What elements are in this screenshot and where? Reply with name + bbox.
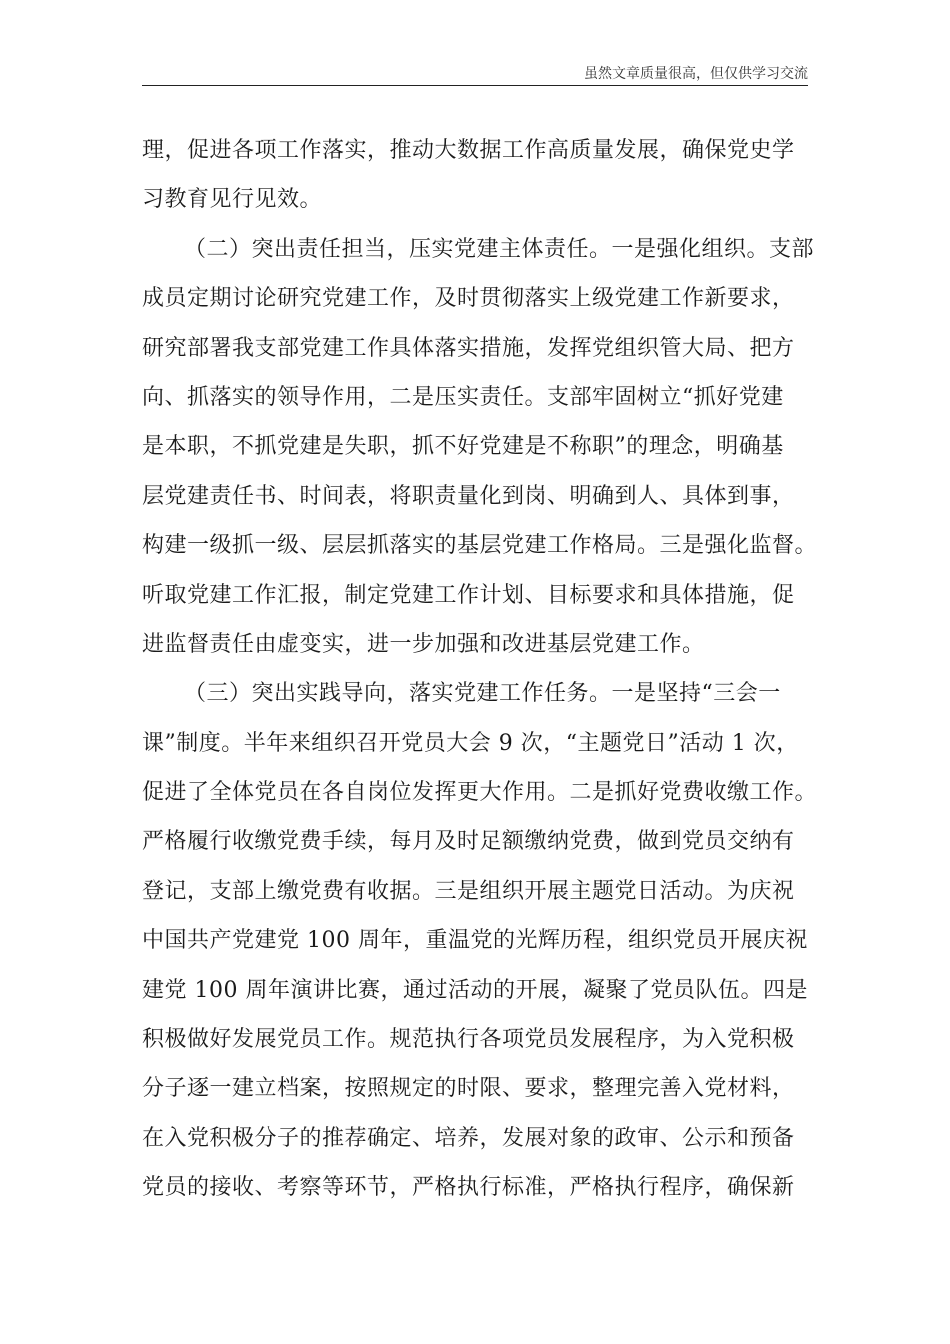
text-line: 积极做好发展党员工作。规范执行各项党员发展程序，为入党积极: [142, 1027, 795, 1053]
text-line: 建党 100 周年演讲比赛，通过活动的开展，凝聚了党员队伍。四是: [142, 977, 808, 1003]
text-line: 理，促进各项工作落实，推动大数据工作高质量发展，确保党史学: [142, 138, 795, 163]
text-line: 分子逐一建立档案，按照规定的时限、要求，整理完善入党材料，: [142, 1076, 795, 1102]
text-line: 登记，支部上缴党费有收据。三是组织开展主题党日活动。为庆祝: [142, 878, 795, 904]
text-line: 促进了全体党员在各自岗位发挥更大作用。二是抓好党费收缴工作。: [142, 780, 818, 806]
header-note: 虽然文章质量很高，但仅供学习交流: [584, 66, 808, 82]
text-line: 构建一级抓一级、层层抓落实的基层党建工作格局。三是强化监督。: [142, 533, 818, 559]
text-line: 成员定期讨论研究党建工作，及时贯彻落实上级党建工作新要求，: [142, 286, 795, 312]
page-header: [142, 64, 808, 86]
text-line: 课”制度。半年来组织召开党员大会 9 次，“主题党日”活动 1 次，: [142, 730, 799, 756]
text-line: 中国共产党建党 100 周年，重温党的光辉历程，组织党员开展庆祝: [142, 928, 808, 954]
document-body: [142, 126, 822, 1213]
text-line: 研究部署我支部党建工作具体落实措施，发挥党组织管大局、把方: [142, 335, 795, 361]
paragraph-start-line: （三）突出实践导向，落实党建工作任务。一是坚持“三会一: [184, 681, 781, 707]
text-line: 习教育见行见效。: [142, 187, 323, 213]
text-line: 在入党积极分子的推荐确定、培养，发展对象的政审、公示和预备: [142, 1125, 795, 1151]
text-line: 严格履行收缴党费手续，每月及时足额缴纳党费，做到党员交纳有: [142, 829, 795, 855]
text-line: 听取党建工作汇报，制定党建工作计划、目标要求和具体措施，促: [142, 582, 795, 608]
header-divider: [142, 85, 808, 86]
text-line: 向、抓落实的领导作用，二是压实责任。支部牢固树立“抓好党建: [142, 384, 784, 410]
text-line: 进监督责任由虚变实，进一步加强和改进基层党建工作。: [142, 631, 705, 657]
text-line: 层党建责任书、时间表，将职责量化到岗、明确到人、具体到事，: [142, 483, 795, 509]
paragraph-start-line: （二）突出责任担当，压实党建主体责任。一是强化组织。支部: [184, 236, 815, 262]
text-line: 是本职，不抓党建是失职，抓不好党建是不称职”的理念，明确基: [142, 434, 784, 460]
text-line: 党员的接收、考察等环节，严格执行标准，严格执行程序，确保新: [142, 1175, 795, 1201]
